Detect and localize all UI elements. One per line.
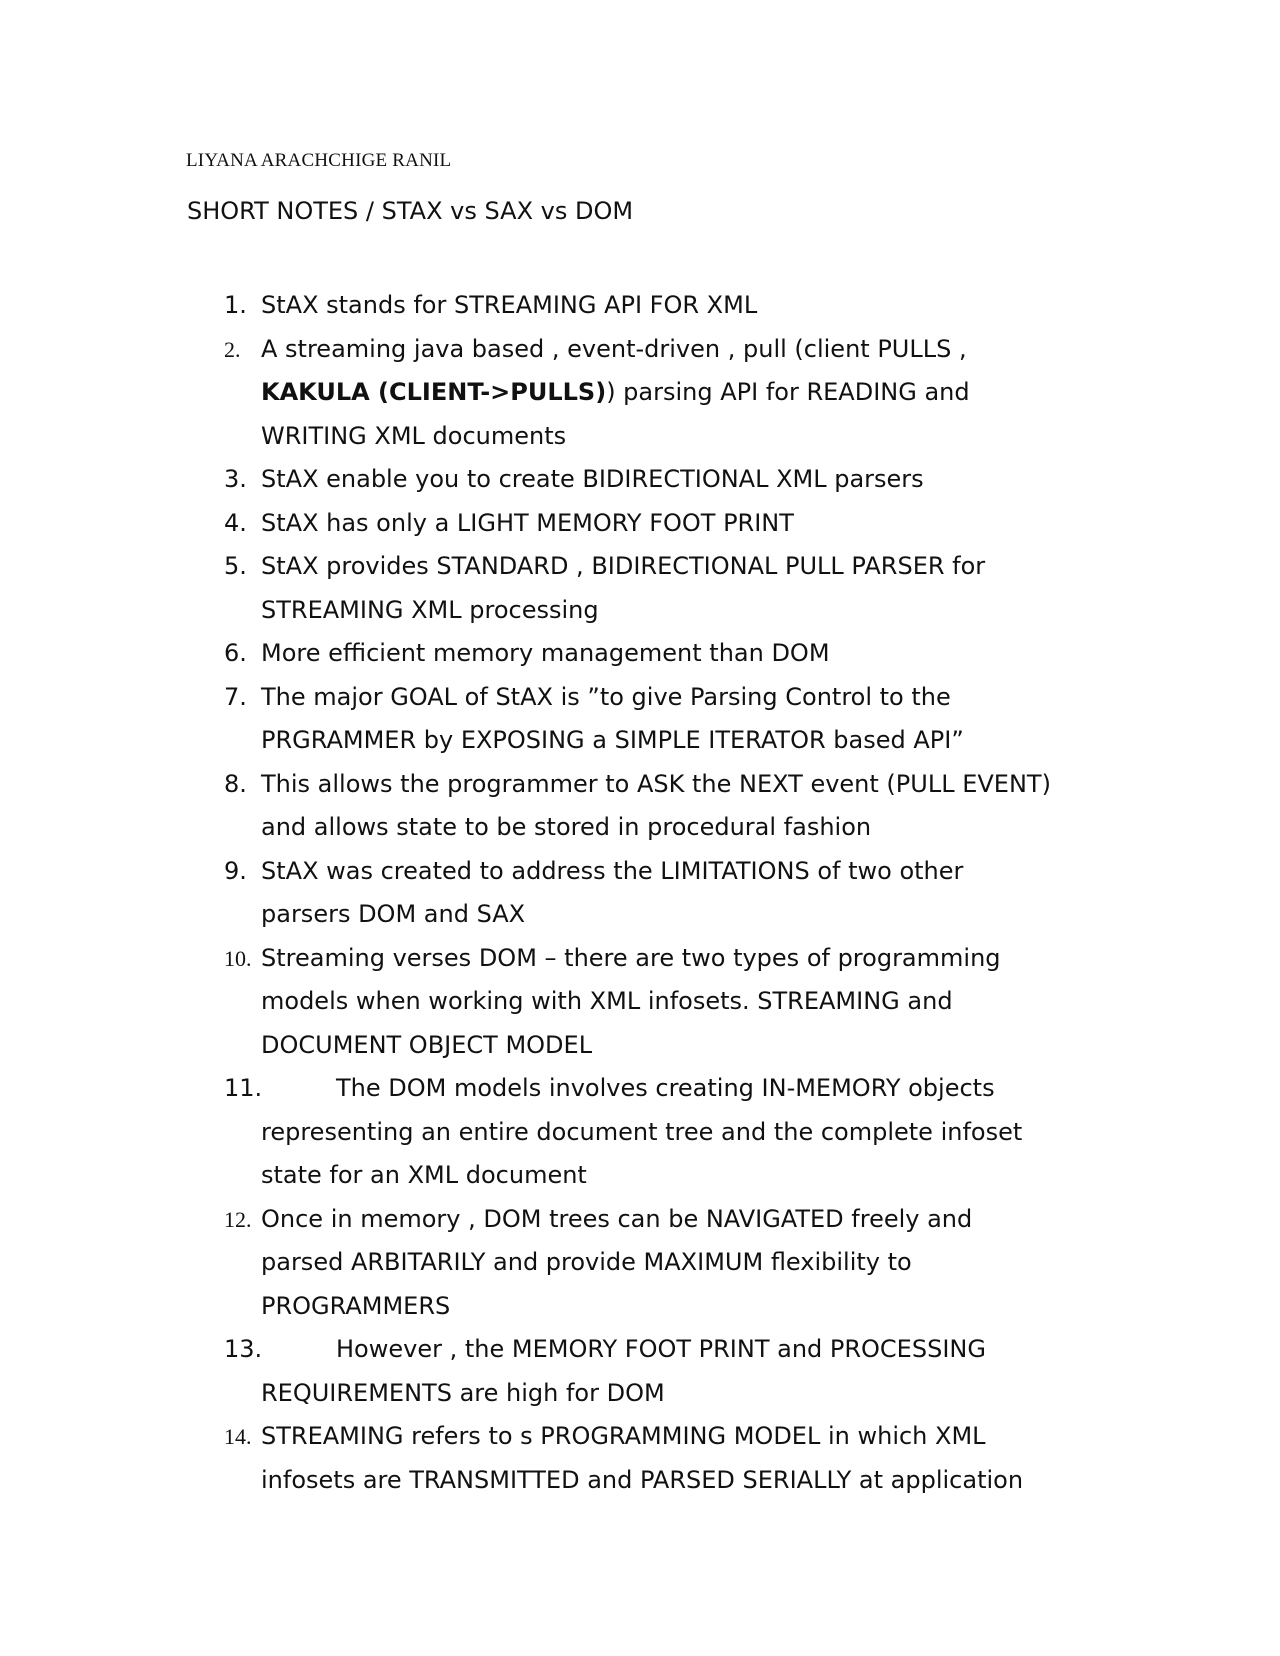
note-line: parsed ARBITARILY and provide MAXIMUM flexibility to	[261, 1248, 912, 1276]
note-number: 3.	[224, 465, 247, 493]
note-item-9	[0, 850, 1280, 937]
note-line: The major GOAL of StAX is ”to give Parsing Control to the	[261, 682, 951, 711]
note-number: 5.	[224, 552, 247, 580]
note-item-3	[0, 458, 1280, 502]
note-number: 10.	[224, 945, 252, 971]
note-line-rest: ) parsing API for READING and	[606, 378, 970, 406]
note-item-1	[0, 284, 1280, 328]
note-number: 6.	[224, 639, 247, 667]
note-number: 1.	[224, 291, 247, 319]
bold-phrase: KAKULA (CLIENT->PULLS)	[261, 378, 607, 406]
note-item-6	[0, 632, 1280, 676]
note-line: STREAMING refers to s PROGRAMMING MODEL in which XML	[261, 1422, 986, 1450]
note-item-2	[0, 328, 1280, 459]
note-line: More efficient memory management than DOM	[261, 639, 830, 667]
note-line: representing an entire document tree and the complete infoset	[261, 1117, 1023, 1146]
note-number: 2.	[224, 336, 241, 362]
note-number: 4.	[224, 508, 247, 537]
note-line: However , the MEMORY FOOT PRINT and PROCESSING	[336, 1335, 986, 1363]
note-number: 14.	[224, 1424, 252, 1449]
note-item-12	[0, 1198, 1280, 1329]
note-number: 11.	[224, 1074, 263, 1102]
note-item-4	[0, 502, 1280, 546]
note-item-7	[0, 676, 1280, 763]
note-item-13	[0, 1328, 1280, 1415]
note-item-14	[0, 1415, 1280, 1502]
document-title: SHORT NOTES / STAX vs SAX vs DOM	[187, 197, 634, 225]
note-line: DOCUMENT OBJECT MODEL	[261, 1030, 593, 1059]
author-name: LIYANA ARACHCHIGE RANIL	[186, 150, 452, 171]
note-line: This allows the programmer to ASK the NEXT event (PULL EVENT)	[261, 769, 1051, 798]
note-line: StAX stands for STREAMING API FOR XML	[261, 291, 758, 319]
note-line: WRITING XML documents	[261, 421, 567, 450]
note-line	[261, 371, 1280, 415]
notes-list	[0, 284, 1280, 1502]
note-number: 8.	[224, 769, 247, 798]
note-item-11	[0, 1067, 1280, 1198]
note-number: 7.	[224, 682, 247, 711]
note-line: PROGRAMMERS	[261, 1291, 451, 1320]
note-line: The DOM models involves creating IN-MEMORY objects	[336, 1074, 995, 1102]
note-line: and allows state to be stored in procedural fashion	[261, 813, 872, 841]
note-line: StAX provides STANDARD , BIDIRECTIONAL PULL PARSER for	[261, 552, 986, 580]
note-line: models when working with XML infosets. STREAMING and	[261, 987, 953, 1015]
note-line: StAX has only a LIGHT MEMORY FOOT PRINT	[261, 508, 794, 537]
note-item-10	[0, 937, 1280, 1068]
note-line: StAX was created to address the LIMITATIONS of two other	[261, 856, 964, 885]
note-item-8	[0, 763, 1280, 850]
note-line: parsers DOM and SAX	[261, 900, 526, 928]
note-line: state for an XML document	[261, 1161, 587, 1189]
note-line: infosets are TRANSMITTED and PARSED SERIALLY at application	[261, 1465, 1024, 1494]
note-line: REQUIREMENTS are high for DOM	[261, 1378, 665, 1407]
note-line: A streaming java based , event-driven , pull (client PULLS ,	[261, 334, 967, 363]
note-line: StAX enable you to create BIDIRECTIONAL XML parsers	[261, 465, 924, 493]
note-number: 13.	[224, 1335, 263, 1363]
note-line: STREAMING XML processing	[261, 595, 599, 624]
note-line: Streaming verses DOM – there are two types of programming	[261, 943, 1001, 972]
note-number: 12.	[224, 1206, 252, 1232]
note-number: 9.	[224, 856, 247, 885]
note-line: PRGRAMMER by EXPOSING a SIMPLE ITERATOR based API”	[261, 726, 964, 754]
note-line: Once in memory , DOM trees can be NAVIGATED freely and	[261, 1204, 973, 1233]
note-item-5	[0, 545, 1280, 632]
